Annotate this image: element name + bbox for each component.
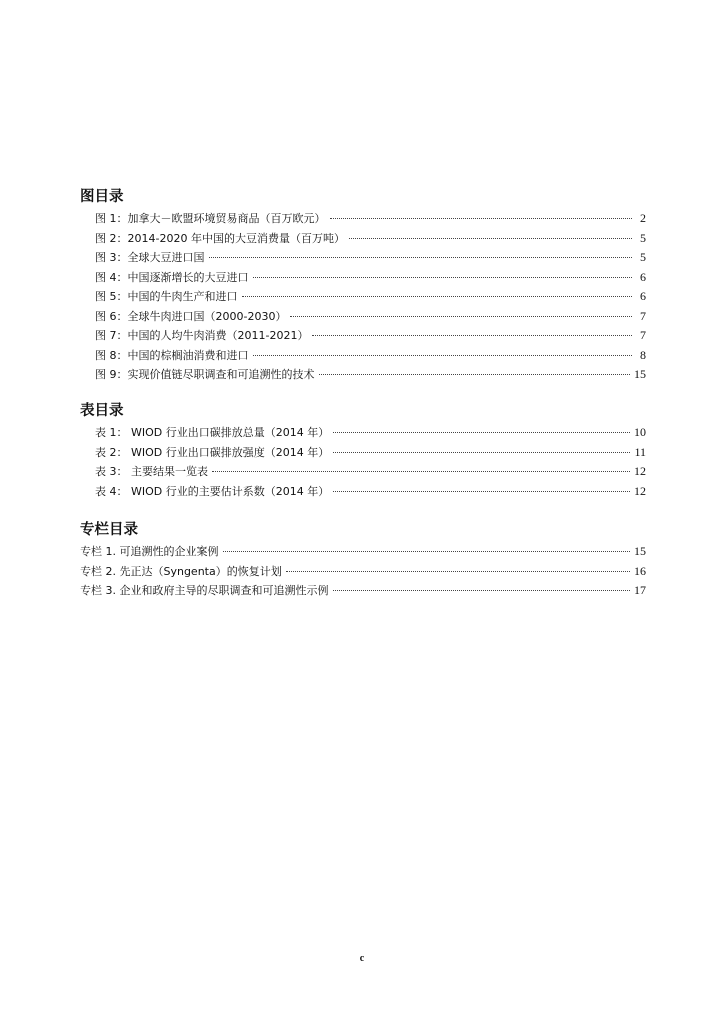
toc-entry-label: 表 4： WIOD 行业的主要估计系数（2014 年） <box>95 484 330 498</box>
toc-entry-figure-2[interactable] <box>80 229 646 249</box>
toc-entry-label: 专栏 2. 先正达（Syngenta）的恢复计划 <box>80 564 282 578</box>
dot-leader <box>209 256 633 258</box>
dot-leader <box>330 217 633 219</box>
dot-leader <box>242 295 633 297</box>
toc-entry-table-3[interactable] <box>80 462 646 482</box>
toc-entry-page: 16 <box>634 563 646 578</box>
toc-entry-label: 表 2： WIOD 行业出口碳排放强度（2014 年） <box>95 445 330 459</box>
toc-entry-page: 15 <box>634 544 646 558</box>
toc-entry-label: 图 1：加拿大－欧盟环境贸易商品（百万欧元） <box>95 212 326 225</box>
toc-entry-label: 图 7：中国的人均牛肉消费（2011-2021） <box>95 329 309 342</box>
dot-leader <box>286 570 630 572</box>
toc-entry-page: 2 <box>640 211 646 225</box>
toc-entry-page: 17 <box>634 583 646 597</box>
toc-entry-page: 11 <box>634 444 646 459</box>
dot-leader <box>333 431 630 433</box>
figure-list-title: 图目录 <box>80 189 124 205</box>
toc-entry-label: 专栏 1. 可追溯性的企业案例 <box>80 545 219 558</box>
toc-entry-page: 7 <box>640 328 646 342</box>
toc-entry-page: 10 <box>634 425 646 439</box>
table-list-section <box>80 401 646 501</box>
dot-leader <box>223 550 631 552</box>
toc-entry-page: 8 <box>640 347 646 362</box>
table-list-title: 表目录 <box>80 403 124 419</box>
dot-leader <box>333 451 630 453</box>
toc-entry-table-1[interactable] <box>80 423 646 443</box>
toc-entry-label: 表 1： WIOD 行业出口碳排放总量（2014 年） <box>95 426 330 439</box>
toc-entry-box-1[interactable] <box>80 542 646 562</box>
dot-leader <box>253 354 633 356</box>
toc-entry-box-2[interactable] <box>80 562 646 582</box>
dot-leader <box>319 373 631 375</box>
dot-leader <box>333 490 630 492</box>
toc-entry-box-3[interactable] <box>80 581 646 601</box>
toc-entry-label: 图 2：2014-2020 年中国的大豆消费量（百万吨） <box>95 231 345 245</box>
toc-entry-page: 5 <box>640 230 646 245</box>
toc-entry-label: 图 8：中国的棕榈油消费和进口 <box>95 348 249 362</box>
toc-entry-page: 6 <box>640 269 646 284</box>
toc-entry-page: 15 <box>634 367 646 381</box>
toc-entry-figure-6[interactable] <box>80 307 646 327</box>
box-list-title: 专栏目录 <box>80 522 138 538</box>
toc-entry-figure-7[interactable] <box>80 326 646 346</box>
figure-list-section <box>80 187 646 385</box>
toc-entry-label: 图 6：全球牛肉进口国（2000-2030） <box>95 309 287 323</box>
toc-entry-label: 图 4：中国逐渐增长的大豆进口 <box>95 270 249 284</box>
toc-entry-page: 7 <box>640 308 646 323</box>
toc-entry-figure-8[interactable] <box>80 346 646 366</box>
toc-entry-page: 6 <box>640 289 646 303</box>
toc-entry-page: 5 <box>640 250 646 264</box>
toc-entry-table-4[interactable] <box>80 482 646 502</box>
toc-entry-page: 12 <box>634 464 646 478</box>
dot-leader <box>312 334 632 336</box>
toc-entry-figure-1[interactable] <box>80 209 646 229</box>
toc-entry-figure-5[interactable] <box>80 287 646 307</box>
toc-entry-label: 图 9：实现价值链尽职调查和可追溯性的技术 <box>95 368 315 381</box>
toc-entry-label: 图 5：中国的牛肉生产和进口 <box>95 290 238 303</box>
toc-entry-figure-4[interactable] <box>80 268 646 288</box>
dot-leader <box>290 315 632 317</box>
toc-entry-label: 图 3：全球大豆进口国 <box>95 251 205 264</box>
box-list-section <box>80 520 646 601</box>
dot-leader <box>253 276 633 278</box>
dot-leader <box>212 470 630 472</box>
toc-entry-label: 专栏 3. 企业和政府主导的尽职调查和可追溯性示例 <box>80 584 329 597</box>
toc-entry-figure-3[interactable] <box>80 248 646 268</box>
toc-entry-page: 12 <box>634 483 646 498</box>
page-number: c <box>359 953 365 964</box>
toc-entry-label: 表 3： 主要结果一览表 <box>95 465 208 478</box>
toc-entry-table-2[interactable] <box>80 443 646 463</box>
toc-entry-figure-9[interactable] <box>80 365 646 385</box>
dot-leader <box>349 237 632 239</box>
dot-leader <box>333 589 631 591</box>
